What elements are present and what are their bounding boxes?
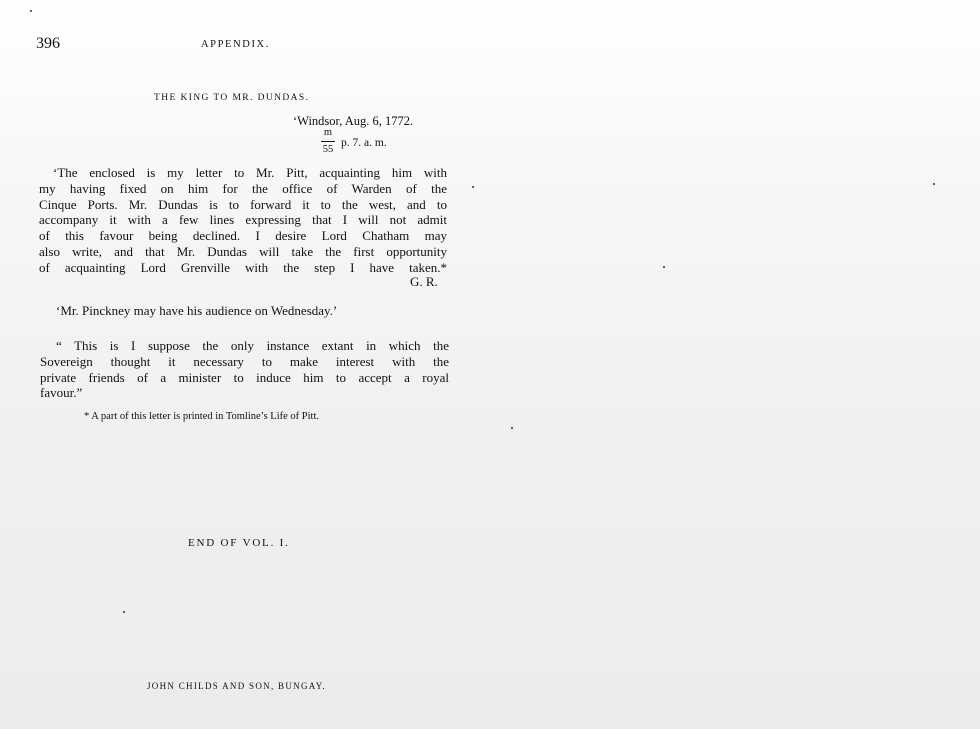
scan-speck [472,186,474,188]
time-suffix: p. 7. a. m. [341,137,387,149]
scan-speck [511,427,513,429]
time-fraction [320,127,336,156]
letter-body-line: of this favour being declined. I desire Lord Chatham may [39,228,447,244]
letter-signature: G. R. [410,274,438,289]
commentary [40,338,449,401]
letter-postscript: ‘Mr. Pinckney may have his audience on Wednesday.’ [56,303,338,318]
commentary-line: private friends of a minister to induce him to accept a royal [40,369,449,385]
running-head: APPENDIX. [201,39,270,50]
time-denominator: 55 [322,144,334,155]
letter-body-line: Cinque Ports. Mr. Dundas is to forward it to the west, and to [39,196,447,212]
letter-body-line: my having fixed on him for the office of Warden of the [39,180,447,196]
fraction-bar [321,141,335,142]
letter-title: THE KING TO MR. DUNDAS. [154,93,310,103]
letter-body-line: of acquainting Lord Grenville with the step I have taken.* [39,259,447,275]
letter-body-line: accompany it with a few lines expressing that I will not admit [39,212,447,228]
letter-dateline: ‘Windsor, Aug. 6, 1772. [293,114,414,128]
commentary-line: “ This is I suppose the only instance extant in which the [56,338,449,353]
letter-body-line: also write, and that Mr. Dundas will take the first opportunity [39,243,447,259]
scan-speck [30,10,32,12]
time-numerator: m [323,127,333,138]
letter-body [39,165,447,276]
commentary-line: Sovereign thought it necessary to make interest with the [40,353,449,369]
page-number: 396 [36,35,60,52]
commentary-line: favour.” [40,385,83,401]
scan-speck [663,266,665,268]
scan-speck [933,183,935,185]
scan-speck [123,611,125,613]
end-of-volume: END OF VOL. I. [188,537,290,549]
letter-body-line: ‘The enclosed is my letter to Mr. Pitt, acquainting him with [53,165,447,180]
printer-imprint: JOHN CHILDS AND SON, BUNGAY. [147,681,326,691]
footnote: * A part of this letter is printed in Tomline’s Life of Pitt. [84,411,320,422]
